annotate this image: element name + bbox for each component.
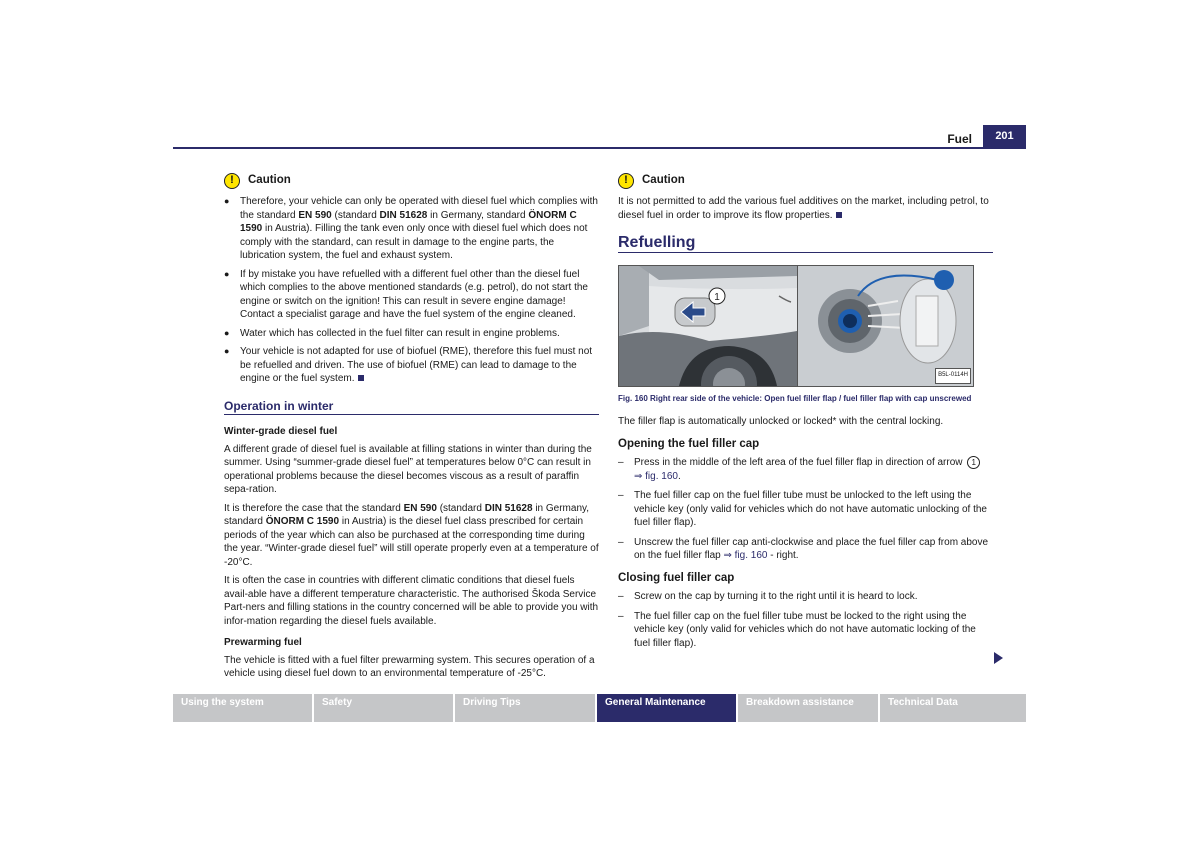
caution-text: It is not permitted to add the various fuel additives on the market, including petrol, to diesel fuel in order to improve its flow properties.	[618, 196, 989, 221]
bullet-icon: ●	[224, 327, 230, 338]
bullet-icon: ●	[224, 196, 230, 206]
header-rule	[173, 147, 1026, 149]
bullet-icon: ●	[224, 268, 230, 279]
tab-breakdown-assistance[interactable]: Breakdown assistance	[738, 694, 880, 722]
paragraph: It is often the case in countries with different climatic conditions that diesel fuels avail-able have a different temperature characteristic. The authorised Škoda Service Part-ners and filling stations in the country concerned will be able to provide you with infor-mation regarding the diesel fuels available.	[224, 575, 599, 627]
intro-text: The filler flap is automatically unlocked or locked* with the central locking.	[618, 416, 944, 427]
figure-open-flap-image	[798, 266, 973, 386]
tab-safety[interactable]: Safety	[314, 694, 455, 722]
caution-bullet: ● Your vehicle is not adapted for use of biofuel (RME), therefore this fuel must not be refuelled and driven. The use of biofuel (RME) can lead to damage to the engine or the fuel system.	[224, 346, 593, 384]
end-mark-icon	[358, 375, 364, 381]
caution-title: Caution	[248, 174, 291, 187]
step-item: – The fuel filler cap on the fuel filler tube must be unlocked to the left using the vehicle key (only valid for vehicles which do not have automatic unlocking of the fuel filler flap).	[618, 490, 987, 529]
figure-rear-side-image	[619, 266, 798, 386]
paragraph: It is therefore the case that the standard EN 590 (standard DIN 51628 in Germany, standard ÖNORM C 1590 in Austria) is the diesel fuel class prescribed for certain periods of the year which can also be purchased at the corresponding time during the year. “Winter-grade diesel fuel” will still operate properly even at a temperature of -20°C.	[224, 502, 599, 568]
step-item: – Press in the middle of the left area of the fuel filler flap in direction of arrow 1 ⇒ fig. 160.	[618, 456, 993, 483]
paragraph: A different grade of diesel fuel is available at filling stations in winter than during the summer. Using “summer-grade diesel fuel” at temperatures below 0°C can result in operational problems because the diesel becomes viscous as a result of paraffin sepa-ration.	[224, 443, 592, 495]
tab-driving-tips[interactable]: Driving Tips	[455, 694, 597, 722]
subheading-winter-grade: Winter-grade diesel fuel	[224, 426, 338, 437]
continue-arrow-icon[interactable]	[994, 652, 1003, 664]
subheading-prewarming: Prewarming fuel	[224, 637, 302, 648]
caution-icon: !	[618, 173, 634, 189]
right-column	[618, 170, 993, 656]
step-item: – Screw on the cap by turning it to the right until it is heard to lock.	[618, 591, 918, 603]
tab-technical-data[interactable]: Technical Data	[880, 694, 1026, 722]
caution-title: Caution	[642, 174, 685, 187]
step-item: – The fuel filler cap on the fuel filler tube must be locked to the right using the vehicle key (only valid for vehicles which do not have automatic locking of the fuel filler flap).	[618, 610, 976, 649]
subheading-closing: Closing fuel filler cap	[618, 571, 735, 584]
tab-general-maintenance[interactable]: General Maintenance	[597, 694, 738, 722]
figure-code: B5L-0114H	[935, 368, 971, 384]
caution-bullet: ● If by mistake you have refuelled with a different fuel other than the diesel fuel which complies to the above mentioned standards (e.g. petrol), do not start the engine or switch on the ignition! This can result in severe engine damage! Contact a specialist garage and have the fuel system of the engine cleaned.	[224, 268, 588, 320]
left-column	[224, 170, 599, 686]
callout-1-icon: 1	[967, 456, 980, 469]
caution-bullet: ● Water which has collected in the fuel filter can result in engine problems.	[224, 327, 560, 339]
figure-caption: Fig. 160 Right rear side of the vehicle: Open fuel filler flap / fuel filler flap with cap unscrewed	[618, 393, 972, 403]
caution-box	[224, 170, 599, 192]
figure-160	[618, 265, 974, 387]
figure-link[interactable]: ⇒ fig. 160	[723, 550, 768, 562]
figure-link[interactable]: ⇒ fig. 160	[634, 470, 678, 482]
step-item: – Unscrew the fuel filler cap anti-clockwise and place the fuel filler cap from above on the fuel filler flap ⇒ fig. 160 - right.	[618, 536, 989, 562]
section-title-winter: Operation in winter	[224, 400, 599, 416]
subheading-opening: Opening the fuel filler cap	[618, 437, 760, 450]
figure-callout: 1	[714, 291, 720, 303]
end-mark-icon	[836, 212, 842, 218]
caution-icon: !	[224, 173, 240, 189]
bullet-icon: ●	[224, 346, 230, 356]
chapter-title: Fuel	[947, 132, 972, 146]
chapter-nav	[173, 694, 1026, 722]
caution-box	[618, 170, 993, 192]
paragraph: The vehicle is fitted with a fuel filter prewarming system. This secures operation of a vehicle using diesel fuel down to an environmental temperature of -25°C.	[224, 654, 595, 679]
tab-using-the-system[interactable]: Using the system	[173, 694, 314, 722]
page-number: 201	[983, 125, 1026, 147]
section-title-refuelling: Refuelling	[618, 236, 993, 253]
caution-bullet: ● Therefore, your vehicle can only be operated with diesel fuel which complies with the standard EN 590 (standard DIN 51628 in Germany, standard ÖNORM C 1590 in Austria). Filling the tank even only once with diesel fuel which does not comply with the standard, can result in damage to the engine parts, the lubrication system, the fuel and exhaust system.	[224, 196, 598, 261]
